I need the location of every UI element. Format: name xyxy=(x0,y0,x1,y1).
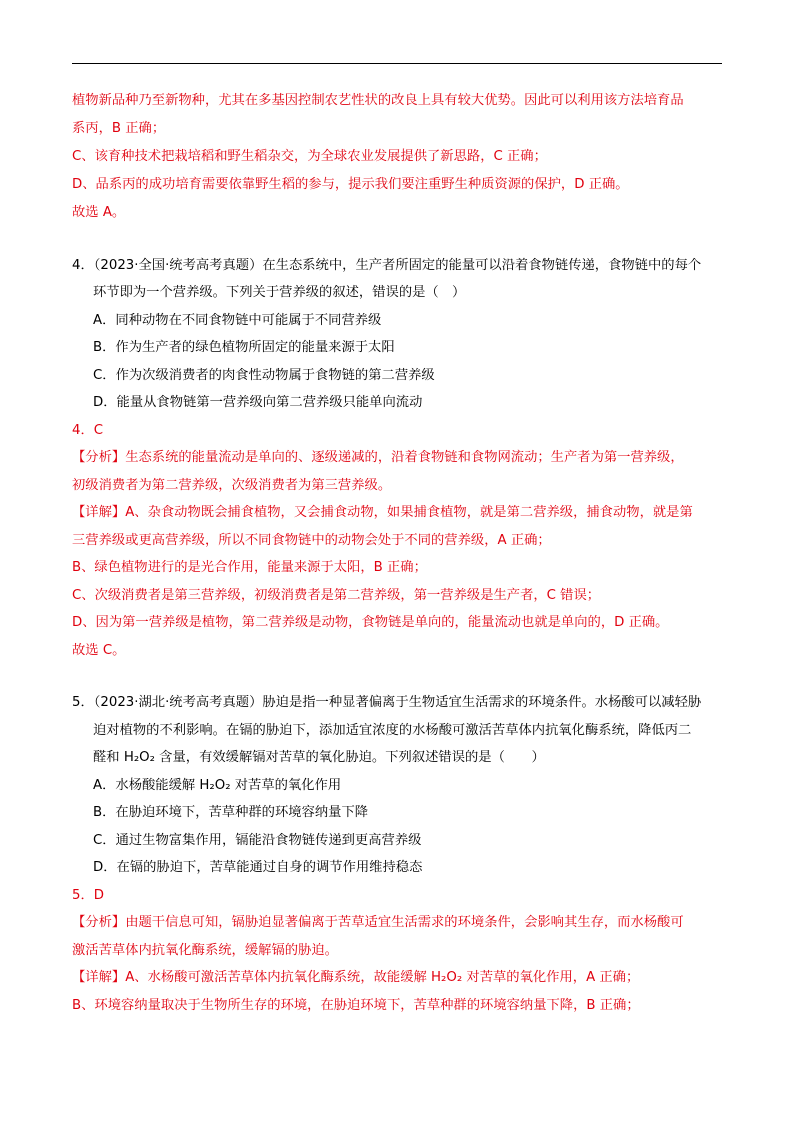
text-line: 植物新品种乃至新物种，尤其在多基因控制农艺性状的改良上具有较大优势。因此可以利用该方法培育品 xyxy=(72,93,684,108)
text-line: 初级消费者为第二营养级，次级消费者为第三营养级。 xyxy=(72,478,392,493)
analysis-text: 由题干信息可知，镉胁迫显著偏离于苦草适宜生活需求的环境条件，会影响其生存，而水杨酸可 xyxy=(125,915,684,930)
text-line: 故选 A。 xyxy=(72,205,126,220)
header-rule xyxy=(72,63,722,64)
answer-5-analysis xyxy=(72,914,684,932)
text-line: 系丙，B 正确； xyxy=(72,121,166,136)
question-4-option-c: C．作为次级消费者的肉食性动物属于食物链的第二营养级 xyxy=(93,368,435,383)
text-line: B、环境容纳量取决于生物所生存的环境，在胁迫环境下，苦草种群的环境容纳量下降，B 正确； xyxy=(72,998,640,1013)
text-line: C、次级消费者是第三营养级，初级消费者是第二营养级，第一营养级是生产者，C 错误； xyxy=(72,588,601,603)
question-4-option-b: B．作为生产者的绿色植物所固定的能量来源于太阳 xyxy=(93,340,395,355)
answer-5-detail xyxy=(72,969,639,987)
answer-4-detail xyxy=(72,504,693,522)
text-line: B、绿色植物进行的是光合作用，能量来源于太阳，B 正确； xyxy=(72,560,427,575)
text-line: 激活苦草体内抗氧化酶系统，缓解镉的胁迫。 xyxy=(72,943,338,958)
question-5-option-b: B．在胁迫环境下，苦草种群的环境容纳量下降 xyxy=(93,805,369,820)
analysis-tag: 【分析】 xyxy=(72,915,126,930)
detail-tag: 【详解】 xyxy=(72,970,126,985)
question-4-stem: 环节即为一个营养级。下列关于营养级的叙述，错误的是（ ） xyxy=(93,285,466,300)
question-5-stem: 5．（2023·湖北·统考高考真题）胁迫是指一种显著偏离于生物适宜生活需求的环境条件。水杨酸可以减轻胁 xyxy=(72,695,702,710)
question-4-stem: 4．（2023·全国·统考高考真题）在生态系统中，生产者所固定的能量可以沿着食物链传递，食物链中的每个 xyxy=(72,258,702,273)
answer-4: 4．C xyxy=(72,423,104,438)
answer-5: 5．D xyxy=(72,888,104,903)
question-5-stem: 醛和 H₂O₂ 含量，有效缓解镉对苦草的氧化胁迫。下列叙述错误的是（ ） xyxy=(93,750,545,765)
detail-tag: 【详解】 xyxy=(72,505,126,520)
text-line: D、因为第一营养级是植物，第二营养级是动物，食物链是单向的，能量流动也就是单向的，D 正确。 xyxy=(72,615,669,630)
question-5-option-a: A．水杨酸能缓解 H₂O₂ 对苦草的氧化作用 xyxy=(93,778,342,793)
detail-text: A、水杨酸可激活苦草体内抗氧化酶系统，故能缓解 H₂O₂ 对苦草的氧化作用，A 正确； xyxy=(125,970,640,985)
analysis-text: 生态系统的能量流动是单向的、逐级递减的，沿着食物链和食物网流动；生产者为第一营养级， xyxy=(125,450,684,465)
question-4-option-a: A．同种动物在不同食物链中可能属于不同营养级 xyxy=(93,313,382,328)
text-line: D、品系丙的成功培育需要依靠野生稻的参与，提示我们要注重野生种质资源的保护，D 正确。 xyxy=(72,177,629,192)
text-line: 三营养级或更高营养级，所以不同食物链中的动物会处于不同的营养级，A 正确； xyxy=(72,533,551,548)
question-5-option-c: C．通过生物富集作用，镉能沿食物链传递到更高营养级 xyxy=(93,833,422,848)
question-4-option-d: D．能量从食物链第一营养级向第二营养级只能单向流动 xyxy=(93,395,423,410)
question-5-option-d: D．在镉的胁迫下，苦草能通过自身的调节作用维持稳态 xyxy=(93,860,423,875)
analysis-tag: 【分析】 xyxy=(72,450,126,465)
text-line: C、该育种技术把栽培稻和野生稻杂交，为全球农业发展提供了新思路，C 正确； xyxy=(72,149,547,164)
text-line: 故选 C。 xyxy=(72,643,126,658)
answer-4-analysis xyxy=(72,449,684,467)
question-5-stem: 迫对植物的不利影响。在镉的胁迫下，添加适宜浓度的水杨酸可激活苦草体内抗氧化酶系统，降低丙二 xyxy=(93,723,692,738)
detail-text: A、杂食动物既会捕食植物，又会捕食动物，如果捕食植物，就是第二营养级，捕食动物，就是第 xyxy=(125,505,693,520)
